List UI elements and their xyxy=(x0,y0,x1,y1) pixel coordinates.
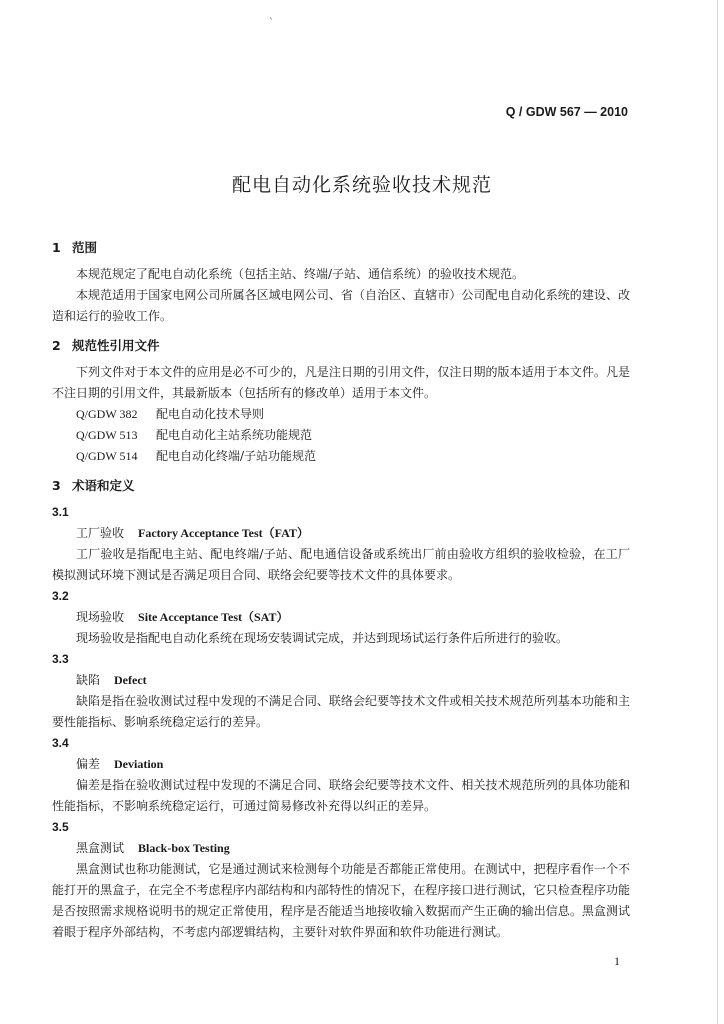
term-definition: 现场验收是指配电自动化系统在现场安装调试完成，并达到现场试运行条件后所进行的验收。 xyxy=(76,631,569,645)
reference-item xyxy=(52,404,630,425)
document-body xyxy=(52,237,630,943)
term-english: Deviation xyxy=(114,757,164,771)
section-title: 术语和定义 xyxy=(72,478,135,493)
term-chinese: 缺陷 xyxy=(76,673,101,687)
section-heading-normative-references xyxy=(52,335,630,356)
subsection-number: 3.5 xyxy=(52,820,69,834)
term-chinese: 偏差 xyxy=(76,757,101,771)
term-heading xyxy=(52,523,630,544)
term-definition: 偏差是指在验收测试过程中发现的不满足合同、联络会纪要等技术文件、相关技术规范所列的具体功能和性能指标，不影响系统稳定运行，可通过简易修改补充得以纠正的差异。 xyxy=(52,778,630,813)
section-number: 3 xyxy=(52,478,61,493)
paragraph: 本规范适用于国家电网公司所属各区域电网公司、省（自治区、直辖市）公司配电自动化系统的建设、改造和运行的验收工作。 xyxy=(52,288,630,323)
term-english: Black-box Testing xyxy=(138,841,230,855)
subsection-number: 3.1 xyxy=(52,505,69,519)
section-heading-scope xyxy=(52,237,630,258)
subsection-number: 3.4 xyxy=(52,736,69,750)
scan-speck: ` xyxy=(269,18,274,29)
term-definition: 黑盒测试也称功能测试，它是通过测试来检测每个功能是否都能正常使用。在测试中，把程序看作一个不能打开的黑盒子，在完全不考虑程序内部结构和内部特性的情况下，在程序接口进行测试，它只检查程序功能是否按照需求规格说明书的规定正常使用，程序是否能适当地接收输入数据而产生正确的输出信息。黑盒测试着眼于程序外部结构，不考虑内部逻辑结构，主要针对软件界面和软件功能进行测试。 xyxy=(52,862,630,939)
standard-code: Q / GDW 567 — 2010 xyxy=(505,105,628,119)
section-title: 规范性引用文件 xyxy=(72,338,160,353)
term-heading xyxy=(52,754,630,775)
term-chinese: 黑盒测试 xyxy=(76,841,125,855)
term-chinese: 现场验收 xyxy=(76,610,125,624)
reference-item xyxy=(52,425,630,446)
reference-title: 配电自动化主站系统功能规范 xyxy=(156,428,313,442)
subsection-number: 3.2 xyxy=(52,589,69,603)
section-number: 2 xyxy=(52,338,61,353)
term-chinese: 工厂验收 xyxy=(76,526,125,540)
term-definition: 工厂验收是指配电主站、配电终端/子站、配电通信设备或系统出厂前由验收方组织的验收检验，在工厂模拟测试环境下测试是否满足项目合同、联络会纪要等技术文件的具体要求。 xyxy=(52,547,630,582)
term-english: Site Acceptance Test（SAT） xyxy=(138,610,289,624)
term-heading xyxy=(52,670,630,691)
page-edge-line xyxy=(717,0,718,1024)
paragraph: 本规范规定了配电自动化系统（包括主站、终端/子站、通信系统）的验收技术规范。 xyxy=(76,267,525,281)
document-title: 配电自动化系统验收技术规范 xyxy=(231,174,492,196)
term-english: Factory Acceptance Test（FAT） xyxy=(138,526,309,540)
section-heading-terms-definitions xyxy=(52,475,630,496)
reference-code: Q/GDW 513 xyxy=(76,428,138,442)
reference-title: 配电自动化终端/子站功能规范 xyxy=(156,449,317,463)
reference-title: 配电自动化技术导则 xyxy=(156,407,265,421)
page-number: 1 xyxy=(614,954,620,968)
paragraph: 下列文件对于本文件的应用是必不可少的，凡是注日期的引用文件，仅注日期的版本适用于本文件。凡是不注日期的引用文件，其最新版本（包括所有的修改单）适用于本文件。 xyxy=(52,365,630,400)
section-number: 1 xyxy=(52,240,61,255)
term-heading xyxy=(52,607,630,628)
reference-item xyxy=(52,446,630,467)
term-english: Defect xyxy=(114,673,147,687)
reference-code: Q/GDW 514 xyxy=(76,449,138,463)
reference-code: Q/GDW 382 xyxy=(76,407,138,421)
term-definition: 缺陷是指在验收测试过程中发现的不满足合同、联络会纪要等技术文件或相关技术规范所列基本功能和主要性能指标、影响系统稳定运行的差异。 xyxy=(52,694,630,729)
term-heading xyxy=(52,838,630,859)
subsection-number: 3.3 xyxy=(52,652,69,666)
section-title: 范围 xyxy=(72,240,98,255)
